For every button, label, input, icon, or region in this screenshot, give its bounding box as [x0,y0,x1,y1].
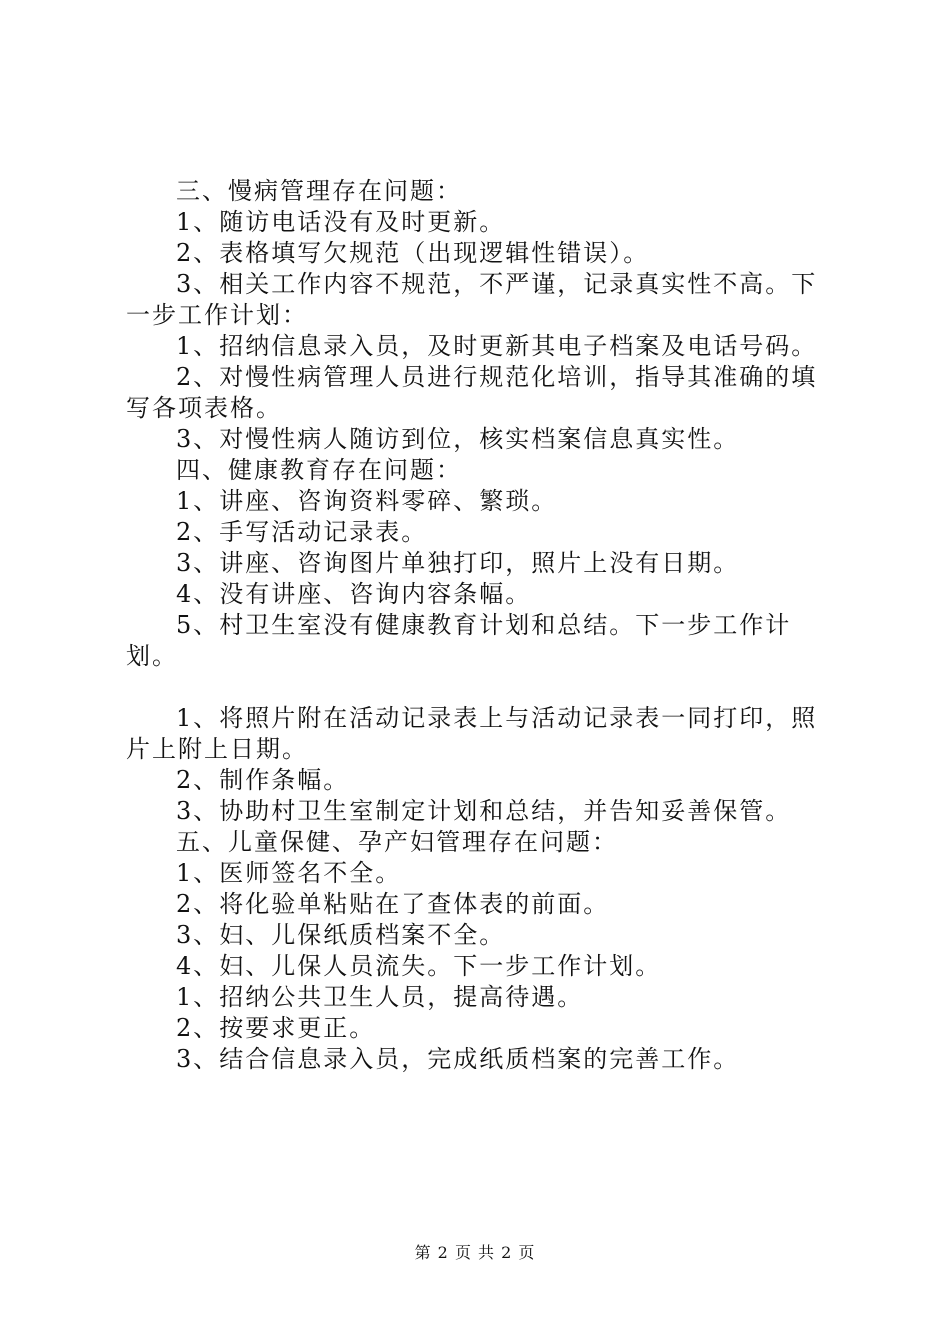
list-item: 4、妇、儿保人员流失。下一步工作计划。 [176,952,662,980]
list-item: 3、结合信息录入员，完成纸质档案的完善工作。 [176,1045,740,1073]
list-item: 2、按要求更正。 [176,1014,376,1042]
list-item: 4、没有讲座、咨询内容条幅。 [176,580,532,608]
list-item: 1、医师签名不全。 [176,859,402,887]
list-item: 2、将化验单粘贴在了查体表的前面。 [176,890,610,918]
list-item: 3、相关工作内容不规范，不严谨，记录真实性不高。下一步工作计划： [126,270,818,329]
document-body [126,176,836,1075]
list-item: 3、协助村卫生室制定计划和总结，并告知妥善保管。 [176,797,792,825]
heading-child-maternal-issues: 五、儿童保健、孕产妇管理存在问题： [176,828,618,856]
list-item: 1、讲座、咨询资料零碎、繁琐。 [176,487,558,515]
list-item: 1、招纳公共卫生人员，提高待遇。 [176,983,584,1011]
list-item: 1、将照片附在活动记录表上与活动记录表一同打印，照片上附上日期。 [126,704,818,763]
list-item: 3、讲座、咨询图片单独打印，照片上没有日期。 [176,549,740,577]
list-item: 3、对慢性病人随访到位，核实档案信息真实性。 [176,425,740,453]
list-item: 2、手写活动记录表。 [176,518,428,546]
list-item: 3、妇、儿保纸质档案不全。 [176,921,506,949]
list-item: 1、招纳信息录入员，及时更新其电子档案及电话号码。 [176,332,818,360]
list-item: 1、随访电话没有及时更新。 [176,208,506,236]
list-item: 2、制作条幅。 [176,766,350,794]
page-number-footer: 第 2 页 共 2 页 [414,1243,536,1262]
heading-health-education-issues: 四、健康教育存在问题： [176,456,462,484]
list-item: 5、村卫生室没有健康教育计划和总结。下一步工作计划。 [126,611,792,670]
heading-chronic-disease-issues: 三、慢病管理存在问题： [176,177,462,205]
list-item: 2、表格填写欠规范（出现逻辑性错误）。 [176,239,650,267]
list-item: 2、对慢性病管理人员进行规范化培训，指导其准确的填写各项表格。 [126,363,818,422]
blank-line [126,672,836,703]
